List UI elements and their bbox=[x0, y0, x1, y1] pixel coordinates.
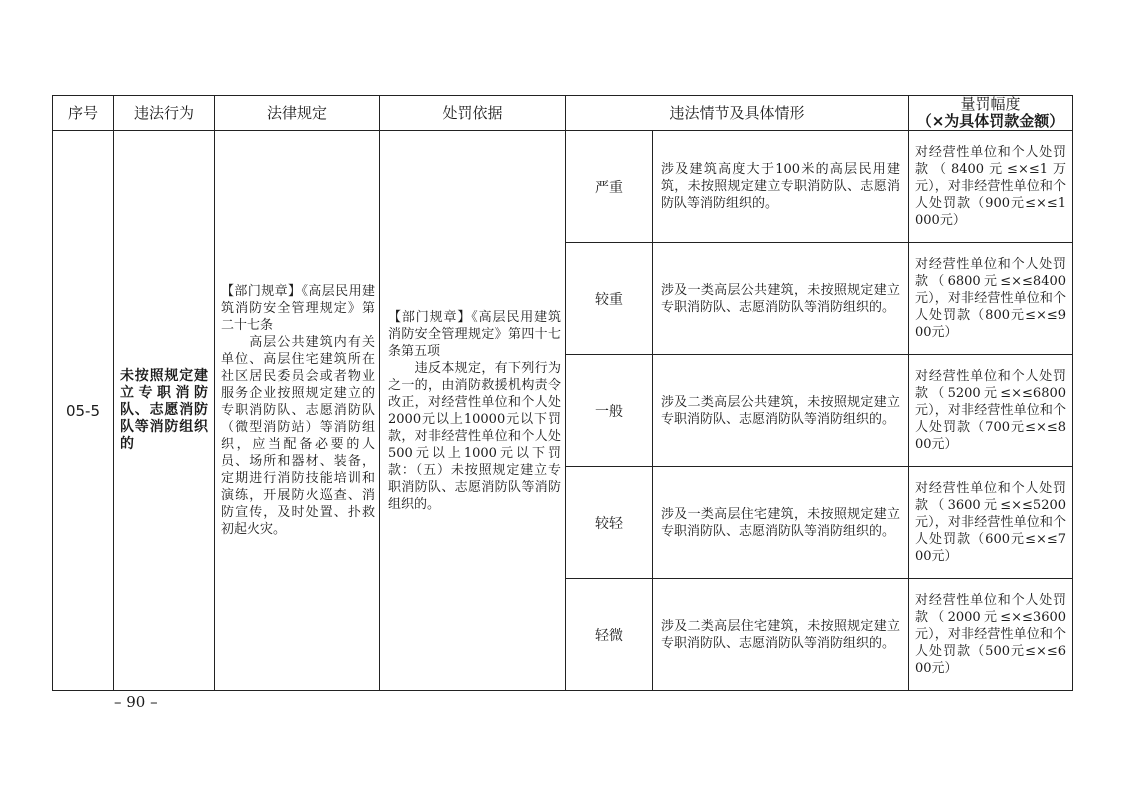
level-description: 涉及建筑高度大于100米的高层民用建筑，未按照规定建立专职消防队、志愿消防队等消防组织的。 bbox=[653, 131, 909, 243]
level-label: 一般 bbox=[566, 355, 653, 467]
law-cell: 【部门规章】《高层民用建筑消防安全管理规定》第二十七条 高层公共建筑内有关单位、高层住宅建筑所在社区居民委员会或者物业服务企业按照规定建立的专职消防队、志愿消防队（微型消防站）等消防组织，应当配备必要的人员、场所和器材、装备，定期进行消防技能培训和演练，开展防火巡查、消防宣传，及时处置、扑救初起火灾。 bbox=[215, 131, 380, 691]
level-fine: 对经营性单位和个人处罚款（2000元≤×≤3600元），对非经营性单位和个人处罚款（500元≤×≤600元） bbox=[909, 579, 1073, 691]
header-row bbox=[53, 96, 1073, 131]
level-fine: 对经营性单位和个人处罚款（5200元≤×≤6800元），对非经营性单位和个人处罚款（700元≤×≤800元） bbox=[909, 355, 1073, 467]
header-number: 序号 bbox=[53, 96, 114, 131]
level-description: 涉及二类高层公共建筑，未按照规定建立专职消防队、志愿消防队等消防组织的。 bbox=[653, 355, 909, 467]
header-violation: 违法行为 bbox=[114, 96, 215, 131]
level-label: 轻微 bbox=[566, 579, 653, 691]
penalty-table bbox=[52, 95, 1073, 691]
level-description: 涉及一类高层住宅建筑，未按照规定建立专职消防队、志愿消防队等消防组织的。 bbox=[653, 467, 909, 579]
item-number: 05-5 bbox=[53, 131, 114, 691]
level-label: 较重 bbox=[566, 243, 653, 355]
level-fine: 对经营性单位和个人处罚款（6800元≤×≤8400元），对非经营性单位和个人处罚款（800元≤×≤900元） bbox=[909, 243, 1073, 355]
header-circumstances: 违法情节及具体情形 bbox=[566, 96, 909, 131]
level-description: 涉及二类高层住宅建筑，未按照规定建立专职消防队、志愿消防队等消防组织的。 bbox=[653, 579, 909, 691]
violation-cell: 未按照规定建立专职消防队、志愿消防队等消防组织的 bbox=[114, 131, 215, 691]
level-fine: 对经营性单位和个人处罚款（8400元≤×≤1万元），对非经营性单位和个人处罚款（900元≤×≤1000元） bbox=[909, 131, 1073, 243]
basis-cell: 【部门规章】《高层民用建筑消防安全管理规定》第四十七条第五项 违反本规定，有下列行为之一的，由消防救援机构责令改正，对经营性单位和个人处2000元以上10000元以下罚款，对非经营性单位和个人处500元以上1000元以下罚款：（五）未按照规定建立专职消防队、志愿消防队等消防组织的。 bbox=[380, 131, 566, 691]
page-number: – 90 – bbox=[114, 693, 158, 711]
header-fine-range bbox=[909, 96, 1073, 131]
table-row bbox=[53, 131, 1073, 243]
level-description: 涉及一类高层公共建筑，未按照规定建立专职消防队、志愿消防队等消防组织的。 bbox=[653, 243, 909, 355]
header-law: 法律规定 bbox=[215, 96, 380, 131]
header-fine-subtitle: （×为具体罚款金额） bbox=[916, 112, 1065, 130]
header-fine-title: 量罚幅度 bbox=[960, 95, 1021, 113]
level-label: 严重 bbox=[566, 131, 653, 243]
level-label: 较轻 bbox=[566, 467, 653, 579]
level-fine: 对经营性单位和个人处罚款（3600元≤×≤5200元），对非经营性单位和个人处罚款（600元≤×≤700元） bbox=[909, 467, 1073, 579]
header-basis: 处罚依据 bbox=[380, 96, 566, 131]
